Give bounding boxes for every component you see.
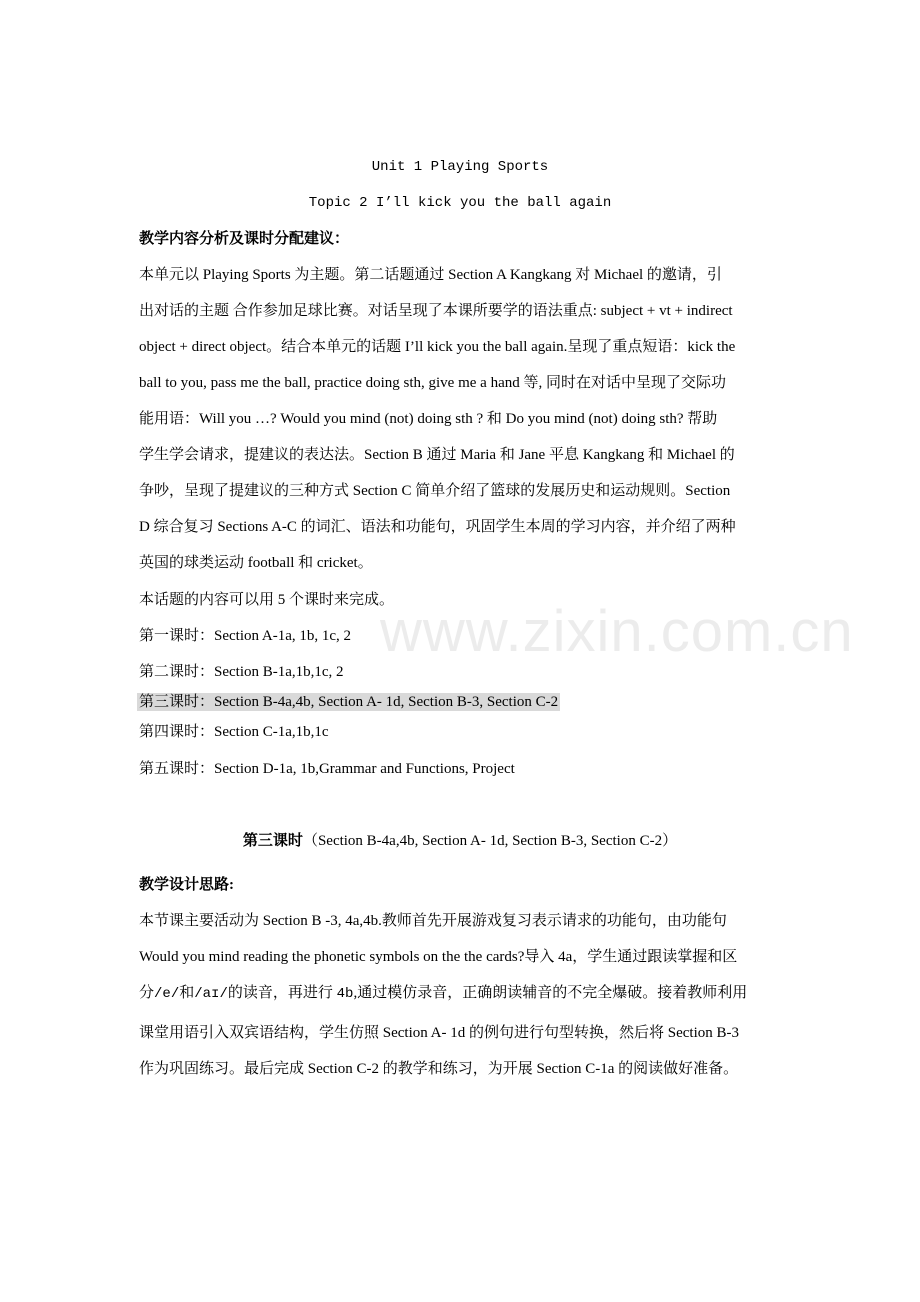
design-text: 分 xyxy=(139,985,155,1001)
watermark: www.zixin.com.cn xyxy=(380,599,854,664)
period-item: 第五课时：Section D-1a, 1b,Grammar and Functions, Project xyxy=(139,761,515,777)
phonetic-symbol: /e/ xyxy=(154,986,180,1002)
period-item: 第一课时：Section A-1a, 1b, 1c, 2 xyxy=(139,628,352,644)
analysis-line: 能用语：Will you …? Would you mind (not) doing sth ? 和 Do you mind (not) doing sth? 帮助 xyxy=(139,411,718,427)
section-code: 4b xyxy=(336,986,354,1002)
design-text: 和 xyxy=(179,985,195,1001)
analysis-line: 本单元以 Playing Sports 为主题。第二话题通过 Section A Kangkang 对 Michael 的邀请，引 xyxy=(139,267,722,283)
design-line: 作为巩固练习。最后完成 Section C-2 的教学和练习，为开展 Section C-1a 的阅读做好准备。 xyxy=(139,1061,739,1077)
period-item: 第四课时：Section C-1a,1b,1c xyxy=(139,724,329,740)
analysis-line: D 综合复习 Sections A-C 的词汇、语法和功能句，巩固学生本周的学习内容，并介绍了两种 xyxy=(139,519,736,535)
analysis-line: 争吵，呈现了提建议的三种方式 Section C 简单介绍了篮球的发展历史和运动规则。Section xyxy=(139,483,731,499)
analysis-line: 英国的球类运动 football 和 cricket。 xyxy=(139,555,373,571)
lesson-title xyxy=(0,831,920,851)
periods-intro: 本话题的内容可以用 5 个课时来完成。 xyxy=(139,592,395,608)
unit-title: Unit 1 Playing Sports xyxy=(371,159,549,175)
analysis-line: ball to you, pass me the ball, practice doing sth, give me a hand 等, 同时在对话中呈现了交际功 xyxy=(139,375,726,391)
design-heading: 教学设计思路: xyxy=(139,877,234,893)
design-line: Would you mind reading the phonetic symbols on the the cards?导入 4a，学生通过跟读掌握和区 xyxy=(139,949,738,965)
analysis-line: object + direct object。结合本单元的话题 I’ll kick you the ball again.呈现了重点短语：kick the xyxy=(139,339,736,355)
lesson-title-sections: （Section B-4a,4b, Section A- 1d, Section B-3, Section C-2） xyxy=(302,833,678,849)
analysis-line: 学生学会请求，提建议的表达法。Section B 通过 Maria 和 Jane 平息 Kangkang 和 Michael 的 xyxy=(139,447,735,463)
design-line: 本节课主要活动为 Section B -3, 4a,4b.教师首先开展游戏复习表示请求的功能句，由功能句 xyxy=(139,913,727,929)
topic-title: Topic 2 I’ll kick you the ball again xyxy=(308,195,612,211)
period-item-highlighted xyxy=(139,692,560,712)
design-text: ,通过模仿录音，正确朗读辅音的不完全爆破。接着教师利用 xyxy=(353,985,748,1001)
phonetic-symbol: /aɪ/ xyxy=(194,986,228,1002)
highlight: 第三课时：Section B-4a,4b, Section A- 1d, Section B-3, Section C-2 xyxy=(139,694,559,710)
period-item: 第二课时：Section B-1a,1b,1c, 2 xyxy=(139,664,344,680)
analysis-heading: 教学内容分析及课时分配建议： xyxy=(139,231,350,247)
design-line xyxy=(139,983,747,1004)
design-text: 的读音，再进行 xyxy=(227,985,337,1001)
analysis-line: 出对话的主题 合作参加足球比赛。对话呈现了本课所要学的语法重点: subject + vt + indirect xyxy=(139,303,733,319)
design-line: 课堂用语引入双宾语结构，学生仿照 Section A- 1d 的例句进行句型转换，然后将 Section B-3 xyxy=(139,1025,739,1041)
lesson-title-bold: 第三课时 xyxy=(242,833,303,849)
